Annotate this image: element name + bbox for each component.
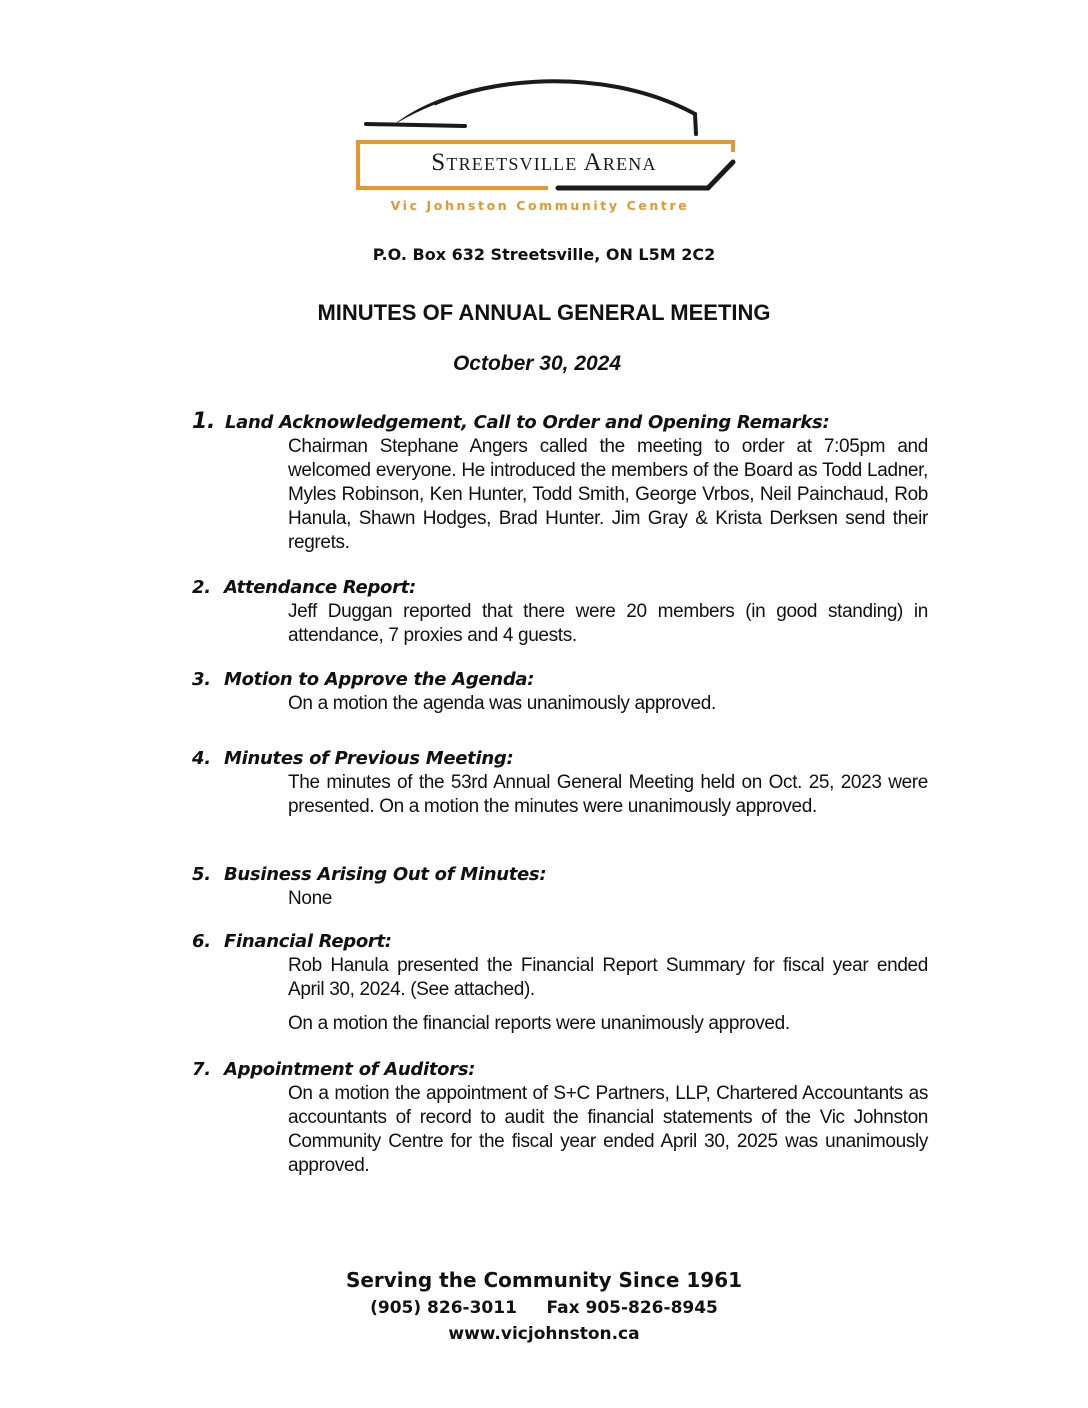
agenda-item-paragraph: On a motion the financial reports were unanimously approved.: [288, 1013, 790, 1034]
agenda-item-heading: [192, 1058, 932, 1082]
agenda-item-number: 7.: [192, 1059, 211, 1080]
agenda-item-paragraph: Chairman Stephane Angers called the meeting to order at 7:05pm and welcomed everyone. He introduced the members of the Board as Todd Ladner, Myles Robinson, Ken Hunter, Todd Smith, George Vrbos, Neil Painchaud, Rob Hanula, Shawn Hodges, Brad Hunter. Jim Gray & Krista Derksen send their regrets.: [288, 436, 928, 553]
agenda-item-body: [288, 600, 928, 648]
agenda-item-body: [288, 887, 928, 911]
agenda-item-body: [288, 435, 928, 555]
agenda-item-heading: [192, 747, 932, 771]
page-title: MINUTES OF ANNUAL GENERAL MEETING: [317, 300, 771, 325]
agenda-item-heading: [192, 668, 932, 692]
agenda-item-paragraph: Rob Hanula presented the Financial Report Summary for fiscal year ended April 30, 2024. (See attached).: [288, 955, 928, 1000]
footer-website[interactable]: www.vicjohnston.ca: [448, 1324, 640, 1344]
agenda-item-paragraph: On a motion the agenda was unanimously approved.: [288, 693, 716, 714]
agenda-item-number: 6.: [192, 931, 211, 952]
agenda-item-7: [192, 1058, 932, 1178]
logo-subtitle: Vic Johnston Community Centre: [390, 198, 690, 213]
agenda-item-body: [288, 771, 928, 819]
agenda-item-number: 5.: [192, 864, 211, 885]
agenda-item-3: [192, 668, 932, 716]
agenda-item-paragraph: On a motion the appointment of S+C Partners, LLP, Chartered Accountants as accountants of record to audit the financial statements of the Vic Johnston Community Centre for the fiscal year ended April 30, 2025 was unanimously approved.: [288, 1083, 928, 1176]
agenda-item-heading: [192, 576, 932, 600]
footer-contact: [0, 1298, 1088, 1318]
agenda-item-title: Land Acknowledgement, Call to Order and Opening Remarks:: [225, 412, 830, 433]
meeting-date: October 30, 2024: [452, 352, 622, 375]
agenda-item-body: [288, 692, 928, 716]
agenda-item-heading: [192, 930, 932, 954]
footer-tagline: Serving the Community Since 1961: [345, 1268, 743, 1292]
agenda-item-paragraph: Jeff Duggan reported that there were 20 members (in good standing) in attendance, 7 proxies and 4 guests.: [288, 601, 928, 646]
agenda-item-title: Attendance Report:: [224, 577, 416, 598]
agenda-item-title: Appointment of Auditors:: [224, 1059, 476, 1080]
agenda-item-title: Minutes of Previous Meeting:: [224, 748, 514, 769]
agenda-item-number: 3.: [192, 669, 211, 690]
agenda-item-6: [192, 930, 932, 1036]
footer-fax: Fax 905-826-8945: [546, 1298, 718, 1318]
agenda-item-body: [288, 1082, 928, 1178]
agenda-item-number: 4.: [192, 748, 211, 769]
footer-phone: (905) 826-3011: [370, 1298, 517, 1318]
agenda-item-number: 1.: [192, 409, 216, 434]
agenda-item-2: [192, 576, 932, 648]
agenda-item-title: Business Arising Out of Minutes:: [224, 864, 547, 885]
streetsville-arena-logo: [350, 72, 750, 222]
agenda-item-5: [192, 863, 932, 911]
mailing-address: P.O. Box 632 Streetsville, ON L5M 2C2: [372, 245, 716, 264]
agenda-item-number: 2.: [192, 577, 211, 598]
agenda-item-1: [192, 410, 932, 555]
agenda-item-title: Motion to Approve the Agenda:: [224, 669, 535, 690]
agenda-item-paragraph: None: [288, 888, 333, 909]
agenda-item-heading: [192, 863, 932, 887]
agenda-item-body: [288, 954, 928, 1036]
agenda-item-heading: [192, 410, 932, 435]
agenda-item-title: Financial Report:: [224, 931, 392, 952]
logo-title: Streetsville Arena: [431, 149, 657, 176]
agenda-item-4: [192, 747, 932, 819]
agenda-item-paragraph: The minutes of the 53rd Annual General Meeting held on Oct. 25, 2023 were presented. On a motion the minutes were unanimously approved.: [288, 772, 928, 817]
